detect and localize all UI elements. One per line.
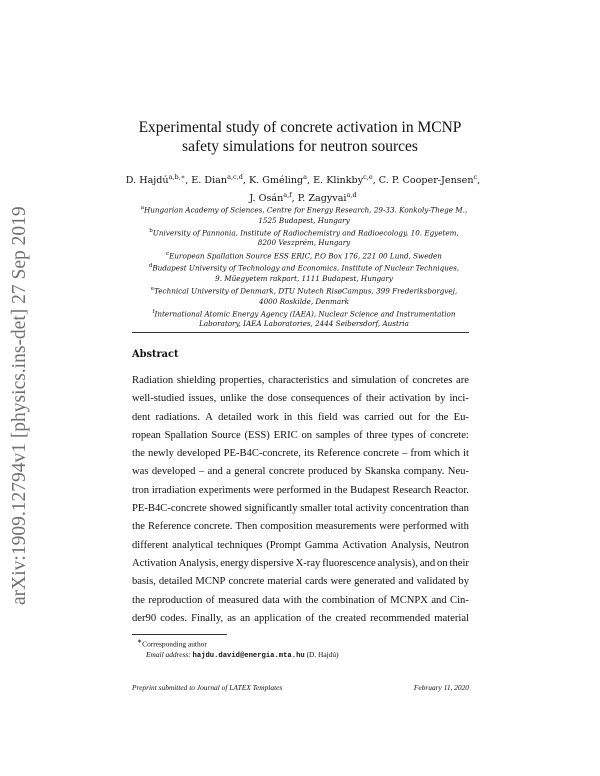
author-name: J. Osán bbox=[249, 193, 284, 205]
affiliation-text-cont: 4000 Roskilde, Denmark bbox=[259, 296, 349, 306]
preprint-footer bbox=[132, 683, 469, 692]
abstract-line: different analytical techniques (Prompt Gamma Activation Analysis, Neutron bbox=[132, 539, 469, 551]
affiliation-marker: d bbox=[148, 263, 153, 270]
affiliation-text-cont: 8200 Veszprém, Hungary bbox=[257, 238, 351, 248]
title-line-1: Experimental study of concrete activation in MCNP bbox=[138, 119, 462, 136]
author-line-1: D. Hajdú$^{a,b,∗}$, E. Dian$^{a,c,d}$, K. Gméling$^a$, E. Klinkby$^{c,e}$, C. P. Cooper-Jensen$^c$, bbox=[125, 173, 481, 187]
affiliation bbox=[118, 226, 490, 249]
footnote-email-line bbox=[137, 649, 339, 662]
affiliation-text: Hungarian Academy of Sciences, Centre for Energy Research, 29-33. Konkoly-Thege M., bbox=[144, 205, 468, 215]
abstract-line: Radiation shielding properties, characteristics and simulation of concretes are bbox=[132, 375, 469, 386]
affiliation-text-cont: Laboratory, IAEA Laboratories, 2444 Seibersdorf, Austria bbox=[199, 319, 409, 329]
affiliation-text: University of Pannonia, Institute of Radiochemistry and Radioecology, 10. Egyetem, bbox=[152, 228, 459, 238]
author-affiliation-marker: a,d bbox=[346, 191, 357, 200]
paper-title bbox=[100, 118, 500, 156]
affiliation-text: Budapest University of Technology and Economics, Institute of Nuclear Techniques, bbox=[152, 263, 460, 273]
author-list bbox=[108, 170, 498, 206]
affiliation-text: International Atomic Energy Agency (IAEA), Nuclear Science and Instrumentation bbox=[154, 309, 456, 319]
abstract-line: the Reference concrete. Then composition measurements were performed with bbox=[132, 521, 469, 533]
abstract-line: tron irradiation experiments were performed in the Budapest Research Reactor. bbox=[132, 484, 469, 496]
author-line-2: J. Osán$^{a,f}$, P. Zagyvai$^{a,d}$ bbox=[249, 191, 357, 205]
arxiv-sidebar bbox=[8, 175, 32, 605]
author-name: E. Klinkby bbox=[313, 175, 364, 187]
affiliation-marker: c bbox=[166, 250, 170, 257]
author-affiliation-marker: a,b,∗ bbox=[168, 173, 186, 181]
affiliation bbox=[118, 261, 490, 284]
author-affiliation-marker: c bbox=[473, 173, 478, 181]
preprint-date: February 11, 2020 bbox=[413, 683, 469, 692]
divider-top bbox=[132, 332, 469, 333]
author-name: C. P. Cooper-Jensen bbox=[378, 175, 474, 187]
email-address[interactable]: hajdu.david@energia.mta.hu bbox=[192, 652, 305, 661]
arxiv-identifier: arXiv:1909.12794v1 [physics.ins-det] 27 Sep 2019 bbox=[9, 206, 30, 605]
abstract-line: well-studied issues, unlike the dose consequences of their activation by inci- bbox=[132, 393, 469, 405]
email-name: (D. Hajdú) bbox=[306, 650, 339, 660]
affiliation bbox=[118, 307, 490, 330]
affiliation-marker: e bbox=[150, 285, 155, 292]
affiliation bbox=[118, 284, 490, 307]
author-affiliation-marker: a,f bbox=[283, 191, 292, 200]
affiliation-text-cont: 1525 Budapest, Hungary bbox=[258, 215, 350, 225]
author-name: E. Dian bbox=[191, 175, 228, 187]
abstract-line: der90 codes. Finally, as an application of the created recommended material bbox=[132, 612, 469, 624]
abstract-body bbox=[132, 372, 469, 628]
affiliation-text-cont: 9. Műegyetem rakpart, 1111 Budapest, Hungary bbox=[215, 273, 393, 283]
abstract-line: dent radiations. A detailed work in this field was carried out for the Eu- bbox=[132, 411, 469, 423]
corresponding-author-label: Corresponding author bbox=[142, 639, 207, 649]
abstract-line: PE-B4C-concrete showed significantly smaller total activity concentration than bbox=[132, 503, 469, 515]
author-affiliation-marker: a,c,d bbox=[227, 173, 243, 181]
footnote bbox=[137, 637, 339, 662]
title-line-2: safety simulations for neutron sources bbox=[182, 138, 418, 155]
abstract-line: basis, detailed MCNP concrete material cards were generated and validated by bbox=[132, 576, 469, 588]
affiliation-text: Technical University of Denmark, DTU Nutech RisøCampus, 399 Frederiksborgvej, bbox=[154, 286, 458, 296]
author-name: K. Gméling bbox=[248, 175, 304, 187]
affiliation-marker: b bbox=[149, 227, 153, 234]
author-name: P. Zagyvai bbox=[297, 193, 347, 205]
footnote-divider bbox=[132, 634, 227, 635]
footnote-corresponding bbox=[137, 637, 339, 649]
affiliation-text: European Spallation Source ESS ERIC, P.O Box 176, 221 00 Lund, Sweden bbox=[169, 250, 442, 260]
affiliation-marker: f bbox=[152, 308, 155, 315]
author-affiliation-marker: c,e bbox=[363, 173, 373, 181]
abstract-line: ropean Spallation Source (ESS) ERIC on samples of three types of concrete: bbox=[132, 429, 469, 441]
affiliations bbox=[118, 203, 490, 330]
author-affiliation-marker: a bbox=[303, 173, 308, 181]
preprint-note: Preprint submitted to Journal of LATEX Templates bbox=[132, 683, 283, 692]
affiliation bbox=[118, 203, 490, 226]
abstract-heading: Abstract bbox=[132, 349, 179, 360]
author-name: D. Hajdú bbox=[125, 175, 169, 187]
abstract-line: was developed – and a general concrete produced by Skanska company. Neu- bbox=[132, 466, 469, 478]
email-label: Email address: bbox=[146, 650, 191, 660]
footnote-marker: ∗ bbox=[137, 639, 143, 645]
affiliation bbox=[118, 249, 490, 262]
abstract-line: the newly developed PE-B4C-concrete, its Reference concrete – from which it bbox=[132, 448, 469, 460]
abstract-line: Activation Analysis, energy dispersive X-ray fluorescence analysis), and on their bbox=[132, 557, 469, 569]
affiliation-marker: a bbox=[140, 205, 145, 211]
abstract-line: the reproduction of measured data with the combination of MCNPX and Cin- bbox=[132, 594, 469, 606]
